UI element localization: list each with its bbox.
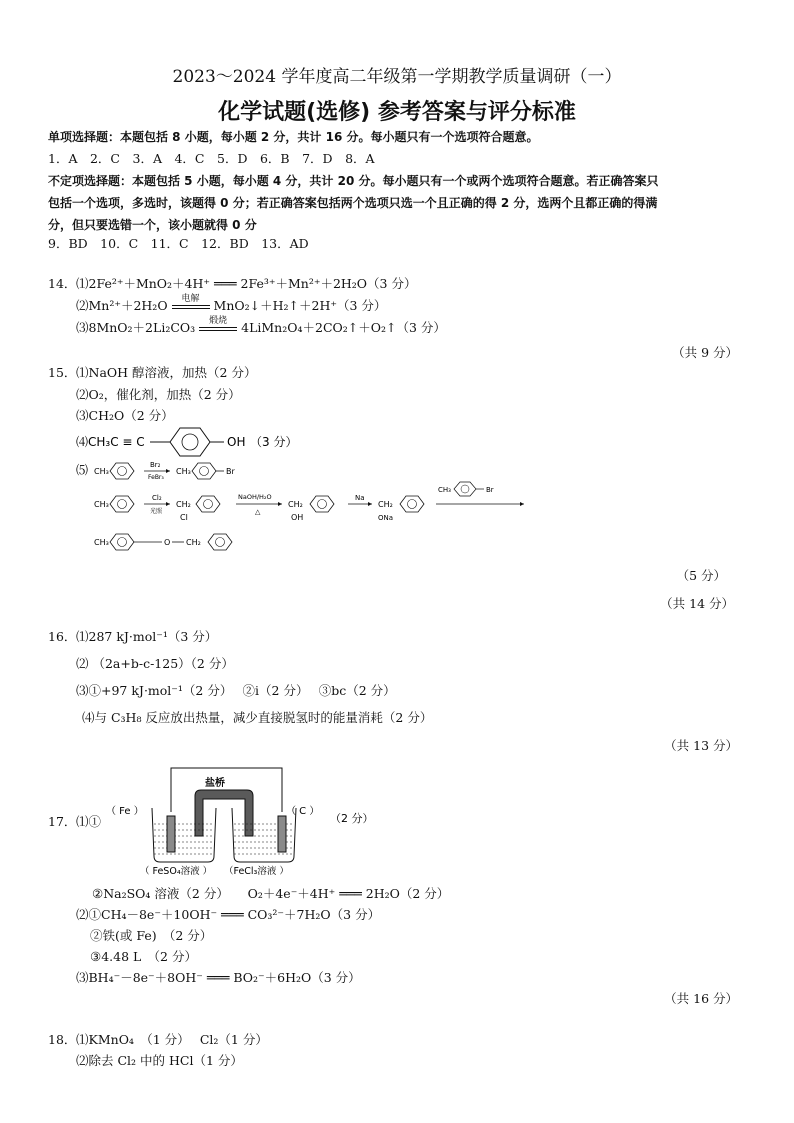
reagent-naoh-water: NaOH/H₂O — [238, 493, 272, 501]
salt-bridge — [195, 790, 253, 836]
q18-line2: ⑵除去 Cl₂ 中的 HCl（1 分） — [76, 1053, 243, 1068]
single-choice-heading: 单项选择题：本题包括 8 小题，每小题 2 分，共计 16 分。每小题只有一个选项符合题意。 — [48, 130, 539, 144]
ether-oxygen-label: O — [164, 538, 171, 547]
q15-number: 15． — [48, 365, 77, 380]
q14-line3-right: 4LiMn₂O₄＋2CO₂↑＋O₂↑（3 分） — [241, 320, 446, 335]
q17-number: 17． — [48, 814, 77, 829]
q15-line4-text: ⑷CH₃C ≡ C — [76, 435, 145, 449]
reagent-cl2: Cl₂ — [152, 494, 162, 502]
benzene-ring-icon — [196, 496, 220, 512]
benzene-ring-icon — [192, 463, 216, 479]
q15-line2: ⑵O₂，催化剂，加热（2 分） — [76, 387, 241, 402]
left-electrode — [167, 816, 175, 852]
q14-line3-left: ⑶8MnO₂＋2Li₂CO₃ — [76, 320, 196, 335]
right-electrode — [278, 816, 286, 852]
q15-synthesis-route — [72, 456, 542, 556]
ch2-label: CH₂ — [288, 500, 303, 509]
q18-line1: ⑴KMnO₄ （1 分） Cl₂（1 分） — [76, 1032, 268, 1047]
condition-light: 光照 — [150, 508, 163, 515]
q17-part1-prefix: ⑴① — [76, 814, 102, 829]
q17-line3: ⑵①CH₄－8e⁻＋10OH⁻ ═══ CO₃²⁻＋7H₂O（3 分） — [76, 907, 381, 922]
single-choice-answers: 1．A 2．C 3．A 4．C 5．D 6．B 7．D 8．A — [48, 151, 375, 166]
reagent-febr3: FeBr₃ — [148, 474, 164, 481]
q16-number: 16． — [48, 629, 77, 644]
q14-line2-right: MnO₂↓＋H₂↑＋2H⁺（3 分） — [213, 298, 387, 313]
q18-number: 18． — [48, 1032, 77, 1047]
multi-choice-heading-line1: 不定项选择题：本题包括 5 小题，每小题 4 分，共计 20 分。每小题只有一个或两个选项符合题意。若正确答案只 — [48, 174, 659, 188]
multi-choice-answers: 9．BD 10．C 11．C 12．BD 13．AD — [48, 236, 309, 251]
q17-line2: ②Na₂SO₄ 溶液（2 分） O₂＋4e⁻＋4H⁺ ═══ 2H₂O（2 分） — [92, 886, 450, 901]
hydroxyl-label: OH — [291, 513, 304, 522]
reaction-arrow-electrolysis — [172, 293, 210, 314]
chloro-label: Cl — [180, 513, 188, 522]
ch3-label: CH₃ — [176, 467, 191, 476]
q15-line5-label: ⑸ — [76, 463, 89, 477]
q16-total: （共 13 分） — [664, 738, 738, 753]
ch3-label: CH₃ — [94, 467, 109, 476]
q14-total: （共 9 分） — [672, 345, 738, 360]
ch2-label: CH₂ — [378, 500, 393, 509]
q17-total: （共 16 分） — [664, 991, 738, 1006]
q15-line1: ⑴NaOH 醇溶液，加热（2 分） — [76, 365, 257, 380]
hydroxyl-label: OH — [227, 435, 246, 449]
reagent-na: Na — [355, 494, 365, 502]
benzene-ring-icon — [400, 496, 424, 512]
benzene-ring-icon — [170, 428, 210, 456]
q14-line3 — [76, 315, 446, 336]
multi-choice-heading-line2: 包括一个选项，多选时，该题得 0 分；若正确答案包括两个选项只选一个且正确的得 2 分，选两个且都正确的得满 — [48, 196, 658, 210]
q16-line2: ⑵ （2a+b-c-125）（2 分） — [76, 656, 234, 671]
ch3-label: CH₃ — [94, 538, 109, 547]
reaction-arrow-calcination — [199, 315, 237, 336]
q16-line3: ⑶①+97 kJ·mol⁻¹（2 分） ②i（2 分） ③bc（2 分） — [76, 683, 396, 698]
ch2-label: CH₂ — [176, 500, 191, 509]
condition-label: 煅烧 — [209, 315, 228, 326]
q17-line5: ③4.48 L （2 分） — [90, 949, 197, 964]
ch3-label: CH₃ — [438, 486, 451, 494]
q14-line2 — [76, 293, 387, 314]
q14-number: 14． — [48, 276, 77, 291]
q15-score: （5 分） — [676, 568, 726, 583]
right-electrode-label: （ C ） — [286, 806, 320, 817]
q16-line1: ⑴287 kJ·mol⁻¹（3 分） — [76, 629, 218, 644]
reagent-br2: Br₂ — [150, 461, 161, 469]
q15-line4-score: （3 分） — [250, 435, 298, 449]
q17-line4: ②铁(或 Fe) （2 分） — [90, 928, 213, 943]
right-solution-label: （FeCl₃溶液 ） — [224, 866, 289, 876]
multi-choice-heading-line3: 分，但只要选错一个，该小题就得 0 分 — [48, 218, 257, 232]
condition-label: 电解 — [181, 293, 200, 304]
benzene-ring-icon — [110, 496, 134, 512]
q17-line6: ⑶BH₄⁻－8e⁻＋8OH⁻ ═══ BO₂⁻＋6H₂O（3 分） — [76, 970, 361, 985]
ch3-label: CH₃ — [94, 500, 109, 509]
condition-heat: △ — [255, 508, 261, 516]
document-subtitle: 化学试题(选修) 参考答案与评分标准 — [218, 100, 576, 125]
benzene-ring-icon — [208, 534, 232, 550]
salt-bridge-label: 盐桥 — [205, 778, 225, 789]
benzene-ring-icon — [310, 496, 334, 512]
diagram-score: （2 分） — [330, 812, 374, 825]
left-electrode-label: （ Fe ） — [106, 806, 144, 817]
benzene-ring-icon — [454, 482, 476, 496]
q15-total: （共 14 分） — [660, 596, 734, 611]
benzene-ring-icon — [110, 534, 134, 550]
bromo-label: Br — [226, 467, 235, 476]
bromo-label: Br — [486, 486, 494, 494]
q14-line1: ⑴2Fe²⁺＋MnO₂＋4H⁺ ═══ 2Fe³⁺＋Mn²⁺＋2H₂O（3 分） — [76, 276, 417, 291]
q16-line4: ⑷与 C₃H₈ 反应放出热量，减少直接脱氢时的能量消耗（2 分） — [82, 710, 433, 725]
document-title: 2023～2024 学年度高二年级第一学期教学质量调研（一） — [172, 67, 622, 87]
sodium-oxide-label: ONa — [378, 514, 394, 522]
benzene-ring-icon — [110, 463, 134, 479]
q15-line3: ⑶CH₂O（2 分） — [76, 408, 174, 423]
ch2-label: CH₂ — [186, 538, 201, 547]
galvanic-cell-diagram — [104, 764, 374, 876]
left-solution-label: （ FeSO₄溶液 ） — [140, 866, 213, 876]
q15-line4-structure — [72, 424, 322, 460]
q14-line2-left: ⑵Mn²⁺＋2H₂O — [76, 298, 168, 313]
